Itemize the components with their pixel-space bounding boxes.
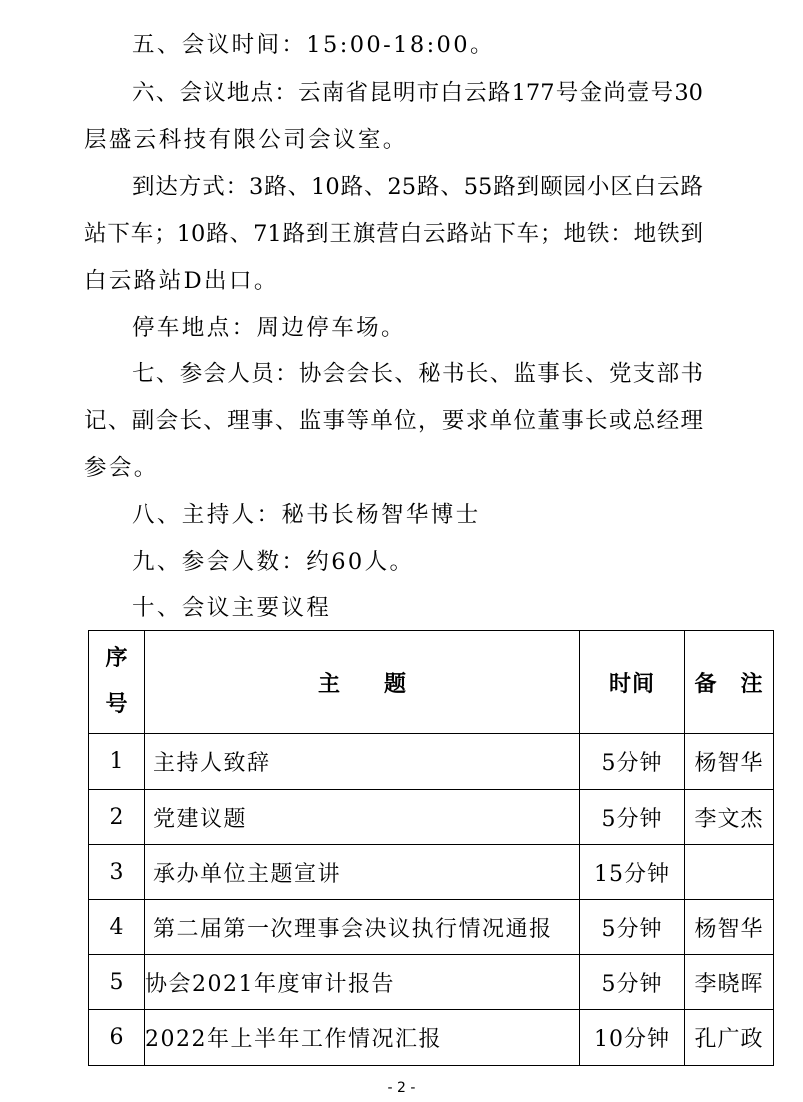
row-time: 10分钟 [580, 1010, 685, 1066]
header-time: 时间 [580, 631, 685, 734]
agenda-table [88, 630, 774, 1066]
row-seq: 1 [89, 734, 145, 790]
row-note: 李晓晖 [685, 955, 774, 1010]
row-topic: 第二届第一次理事会决议执行情况通报 [145, 900, 580, 955]
table-row [89, 900, 774, 955]
table-row [89, 790, 774, 845]
row-note: 杨智华 [685, 734, 774, 790]
row-topic: 党建议题 [145, 790, 580, 845]
parking: 停车地点：周边停车场。 [132, 315, 406, 341]
route-line-3: 白云路站D出口。 [84, 268, 279, 294]
meeting-location-line-2: 层盛云科技有限公司会议室。 [84, 127, 408, 153]
row-note [685, 845, 774, 900]
route-line-2: 站下车；10路、71路到王旗营白云路站下车；地铁：地铁到 [84, 221, 703, 247]
host: 八、主持人：秘书长杨智华博士 [132, 502, 481, 528]
attendees-line-3: 参会。 [84, 455, 159, 481]
row-seq: 6 [89, 1010, 145, 1066]
agenda-header-row [89, 631, 774, 734]
attendees-line-2: 记、副会长、理事、监事等单位，要求单位董事长或总经理 [84, 408, 703, 434]
row-seq: 2 [89, 790, 145, 845]
meeting-time: 五、会议时间：15:00-18:00。 [132, 32, 495, 58]
row-topic: 承办单位主题宣讲 [145, 845, 580, 900]
table-row [89, 845, 774, 900]
row-note: 杨智华 [685, 900, 774, 955]
header-topic: 主 题 [145, 631, 580, 734]
row-seq: 3 [89, 845, 145, 900]
row-time: 5分钟 [580, 790, 685, 845]
page-number: - 2 - [387, 1080, 416, 1096]
row-topic: 2022年上半年工作情况汇报 [145, 1010, 580, 1066]
attendees-line-1: 七、参会人员：协会会长、秘书长、监事长、党支部书 [132, 361, 703, 387]
row-topic: 主持人致辞 [145, 734, 580, 790]
header-seq: 序 号 [89, 631, 145, 734]
header-note: 备 注 [685, 631, 774, 734]
row-time: 15分钟 [580, 845, 685, 900]
meeting-location-line-1: 六、会议地点：云南省昆明市白云路177号金尚壹号30 [132, 80, 703, 106]
row-seq: 4 [89, 900, 145, 955]
row-note: 李文杰 [685, 790, 774, 845]
row-time: 5分钟 [580, 900, 685, 955]
table-row [89, 1010, 774, 1066]
row-seq: 5 [89, 955, 145, 1010]
agenda-heading: 十、会议主要议程 [132, 595, 332, 621]
row-time: 5分钟 [580, 734, 685, 790]
row-topic: 协会2021年度审计报告 [145, 955, 580, 1010]
row-time: 5分钟 [580, 955, 685, 1010]
attendee-count: 九、参会人数：约60人。 [132, 549, 415, 575]
route-line-1: 到达方式：3路、10路、25路、55路到颐园小区白云路 [132, 174, 703, 200]
row-note: 孔广政 [685, 1010, 774, 1066]
table-row [89, 734, 774, 790]
table-row [89, 955, 774, 1010]
